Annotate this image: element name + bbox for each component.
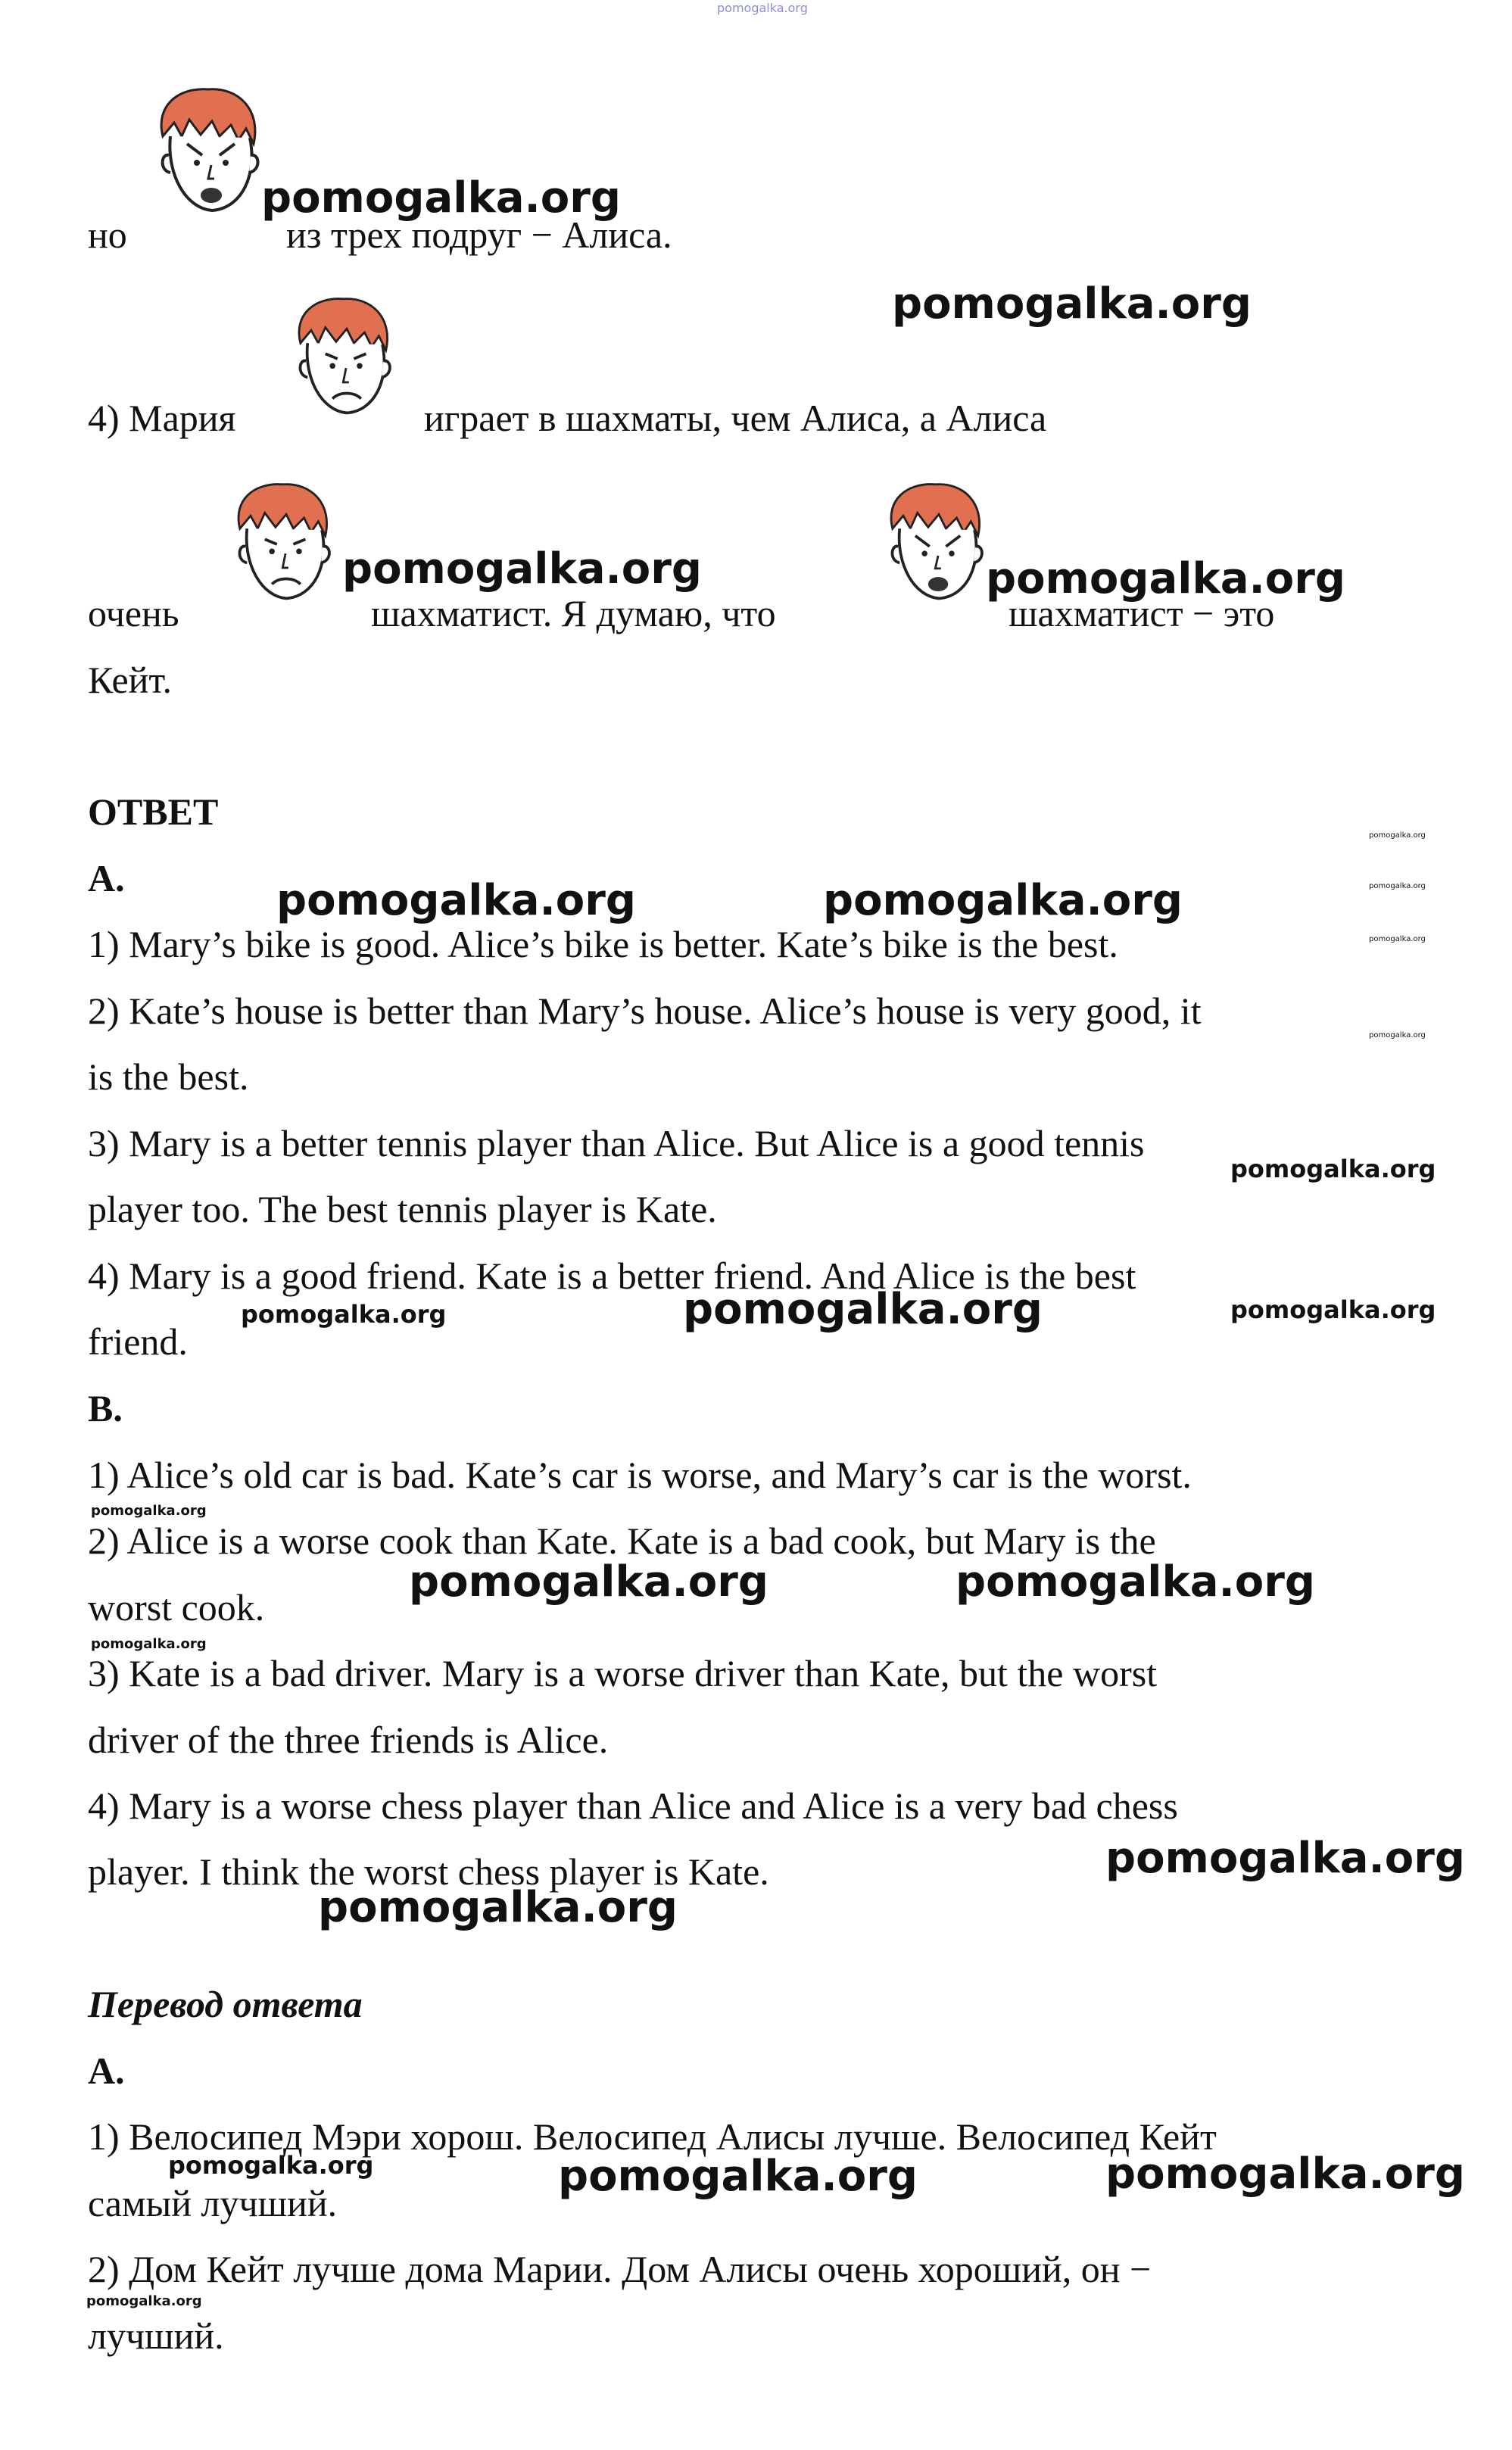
- watermark: pomogalka.org: [86, 2293, 202, 2309]
- watermark: pomogalka.org: [1230, 1295, 1436, 1324]
- answer-a-line: 3) Mary is a better tennis player than Alice. But Alice is a good tennis: [88, 1122, 1145, 1164]
- translation-a-line: самый лучший.: [88, 2182, 338, 2224]
- answer-a-line: is the best.: [88, 1055, 249, 1098]
- answer-b-label: B.: [88, 1387, 123, 1429]
- watermark: pomogalka.org: [986, 554, 1345, 603]
- watermark: pomogalka.org: [1230, 1155, 1436, 1183]
- watermark: pomogalka.org: [1369, 935, 1426, 943]
- task-line3-end: шахматист − это: [1009, 592, 1275, 634]
- watermark: pomogalka.org: [1105, 2149, 1465, 2199]
- answer-a-line: 1) Mary’s bike is good. Alice’s bike is better. Kate’s bike is the best.: [88, 923, 1118, 965]
- task-line3-start: очень: [88, 592, 179, 634]
- answer-b-line: driver of the three friends is Alice.: [88, 1719, 609, 1761]
- answer-b-line: 1) Alice’s old car is bad. Kate’s car is worse, and Mary’s car is the worst.: [88, 1454, 1192, 1496]
- task-line2-start: 4) Мария: [88, 397, 236, 439]
- answer-b-line: 2) Alice is a worse cook than Kate. Kate is a bad cook, but Mary is the: [88, 1520, 1156, 1562]
- watermark: pomogalka.org: [409, 1557, 768, 1607]
- answer-b-line: 3) Kate is a bad driver. Mary is a worse driver than Kate, but the worst: [88, 1652, 1158, 1694]
- task-line1-end: из трех подруг − Алиса.: [286, 214, 672, 256]
- watermark: pomogalka.org: [1369, 831, 1426, 840]
- task-line4: Кейт.: [88, 659, 172, 701]
- answer-a-line: 4) Mary is a good friend. Kate is a better friend. And Alice is the best: [88, 1255, 1136, 1297]
- watermark: pomogalka.org: [823, 876, 1183, 925]
- watermark: pomogalka.org: [342, 544, 702, 594]
- answer-b-line: 4) Mary is a worse chess player than Alice and Alice is a very bad chess: [88, 1785, 1178, 1827]
- answer-b-line: player. I think the worst chess player is Kate.: [88, 1850, 769, 1893]
- task-line3-mid: шахматист. Я думаю, что: [371, 592, 776, 634]
- watermark: pomogalka.org: [261, 173, 621, 223]
- answer-a-label: A.: [88, 857, 125, 899]
- task-line1-start: но: [88, 214, 127, 256]
- translation-a-label: A.: [88, 2049, 125, 2092]
- watermark: pomogalka.org: [956, 1557, 1315, 1607]
- answer-a-line: 2) Kate’s house is better than Mary’s house. Alice’s house is very good, it: [88, 990, 1202, 1032]
- watermark: pomogalka.org: [91, 1503, 207, 1519]
- watermark: pomogalka.org: [168, 2151, 374, 2180]
- watermark-top: pomogalka.org: [717, 1, 808, 15]
- watermark: pomogalka.org: [241, 1300, 447, 1329]
- answer-b-line: worst cook.: [88, 1586, 265, 1629]
- watermark: pomogalka.org: [276, 876, 636, 925]
- answer-heading: ОТВЕТ: [88, 790, 219, 833]
- answer-a-line: friend.: [88, 1320, 188, 1363]
- watermark: pomogalka.org: [683, 1285, 1043, 1334]
- translation-heading: Перевод ответа: [88, 1983, 363, 2025]
- translation-a-line: 1) Велосипед Мэри хорош. Велосипед Алисы лучше. Велосипед Кейт: [88, 2115, 1217, 2158]
- worst-face-icon: [878, 471, 999, 615]
- watermark: pomogalka.org: [91, 1636, 207, 1652]
- worse-face-icon: [286, 282, 407, 433]
- translation-a-line: 2) Дом Кейт лучше дома Марии. Дом Алисы очень хороший, он −: [88, 2248, 1152, 2290]
- bad-face-icon: [226, 471, 347, 615]
- worst-face-icon: [148, 83, 276, 220]
- watermark: pomogalka.org: [1105, 1834, 1465, 1883]
- watermark: pomogalka.org: [892, 279, 1252, 329]
- translation-a-line: лучший.: [88, 2314, 224, 2357]
- watermark: pomogalka.org: [558, 2152, 918, 2201]
- watermark: pomogalka.org: [1369, 1031, 1426, 1040]
- answer-a-line: player too. The best tennis player is Kate.: [88, 1188, 717, 1230]
- task-line2-end: играет в шахматы, чем Алиса, а Алиса: [424, 397, 1047, 439]
- watermark: pomogalka.org: [1369, 882, 1426, 890]
- watermark: pomogalka.org: [318, 1883, 678, 1932]
